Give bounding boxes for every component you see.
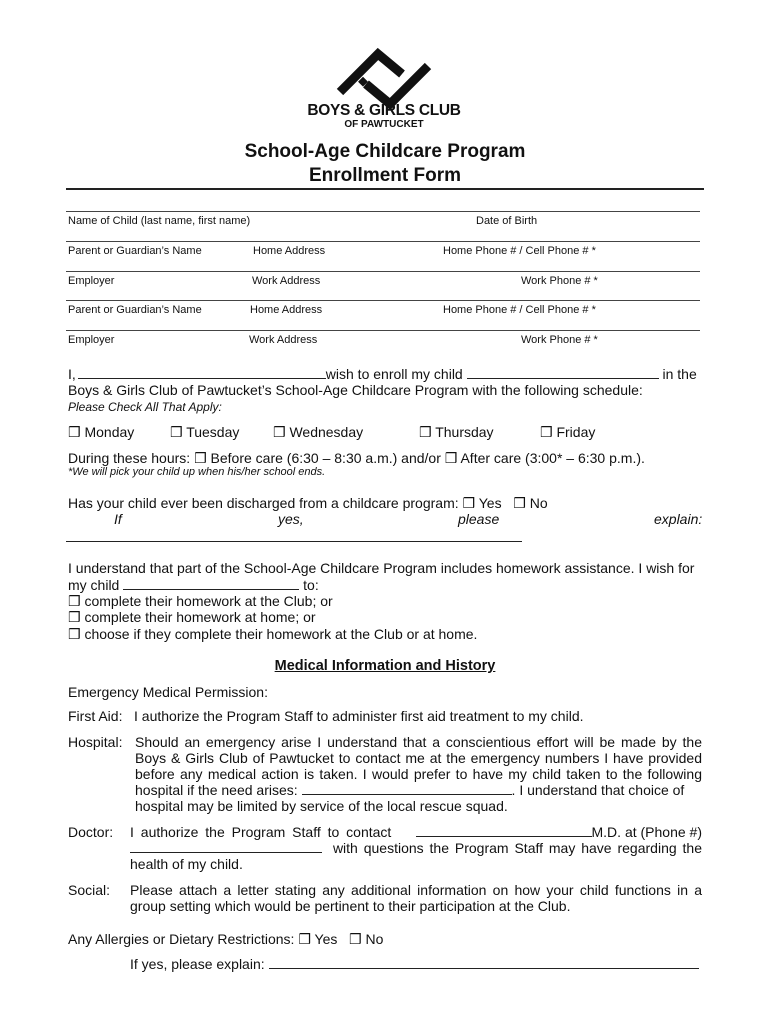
allergies-yes: Yes <box>314 931 338 947</box>
medical-permission: Emergency Medical Permission: <box>68 684 268 700</box>
option-label: complete their homework at the Club; or <box>84 593 333 609</box>
checkbox-icon[interactable]: ❒ <box>298 932 311 948</box>
checkbox-icon[interactable]: ❒ <box>170 425 183 441</box>
logo-name: BOYS & GIRLS CLUB <box>307 102 461 119</box>
allergies-no: No <box>365 931 384 947</box>
label-employer-2: Employer <box>68 334 115 346</box>
homework-option-1[interactable] <box>68 593 333 610</box>
first-aid-text: I authorize the Program Staff to administer first aid treatment to my child. <box>134 708 584 724</box>
label-parent-1: Parent or Guardian’s Name <box>68 245 202 257</box>
enroll-in-the: in the <box>662 366 697 382</box>
discharged-line <box>68 495 548 512</box>
checkbox-icon[interactable]: ❒ <box>419 425 432 441</box>
medical-heading: Medical Information and History <box>274 658 496 674</box>
hospital-blank[interactable] <box>302 782 512 795</box>
discharged-no: No <box>529 495 548 511</box>
day-monday[interactable] <box>68 424 134 441</box>
checkbox-icon[interactable]: ❒ <box>68 610 81 626</box>
label-phone-2: Home Phone # / Cell Phone # * <box>443 304 596 316</box>
label-dob: Date of Birth <box>476 215 538 227</box>
form-title-line1: School-Age Childcare Program <box>244 141 526 162</box>
hours-line <box>68 450 645 467</box>
checkbox-icon[interactable]: ❒ <box>513 496 526 512</box>
label-work-phone-1: Work Phone # * <box>521 275 598 287</box>
doctor-line-1 <box>130 824 702 840</box>
homework-to: to: <box>303 577 319 593</box>
hours-note: *We will pick your child up when his/her school ends. <box>68 466 326 478</box>
label-address-1: Home Address <box>253 245 326 257</box>
hospital-label: Hospital: <box>68 734 123 750</box>
option-label: choose if they complete their homework at the Club or at home. <box>84 626 478 642</box>
allergies-label: Any Allergies or Dietary Restrictions: <box>68 931 295 947</box>
hours-before: Before care (6:30 – 8:30 a.m.) and/or <box>210 450 441 466</box>
field-line-1[interactable] <box>66 211 700 212</box>
checkbox-icon[interactable]: ❒ <box>444 451 458 467</box>
label-work-phone-2: Work Phone # * <box>521 334 598 346</box>
child-name-blank[interactable] <box>467 366 659 379</box>
hours-after: After care (3:00* – 6:30 p.m.). <box>460 450 645 466</box>
enroll-program-line: Boys & Girls Club of Pawtucket’s School-Age Childcare Program with the following schedule: <box>68 382 643 398</box>
hospital-line-4 <box>135 782 702 798</box>
allergies-explain <box>130 956 699 972</box>
checkbox-icon[interactable]: ❒ <box>68 425 81 441</box>
social-line-2: group setting which would be pertinent to their participation at the Club. <box>130 898 571 914</box>
label-employer-1: Employer <box>68 275 115 287</box>
social-label: Social: <box>68 882 111 898</box>
doctor-line-3: health of my child. <box>130 856 243 872</box>
field-line-3[interactable] <box>66 271 700 272</box>
hospital-line-3: before any medical action is taken. I would prefer to have my child taken to the following <box>135 766 702 782</box>
club-logo <box>290 30 478 136</box>
checkbox-icon[interactable]: ❒ <box>68 627 81 643</box>
check-all-note: Please Check All That Apply: <box>68 400 222 414</box>
hospital-line-1: Should an emergency arise I understand that a conscientious effort will be made by the <box>135 734 702 750</box>
hours-prefix: During these hours: <box>68 450 191 466</box>
guardian-name-blank[interactable] <box>78 366 326 379</box>
doctor-phone-blank[interactable] <box>130 840 322 853</box>
option-label: complete their homework at home; or <box>84 609 316 625</box>
first-aid-label: First Aid: <box>68 708 123 724</box>
allergies-line <box>68 931 383 948</box>
day-label: Wednesday <box>289 424 364 440</box>
day-friday[interactable] <box>540 424 595 441</box>
day-wednesday[interactable] <box>273 424 363 441</box>
hospital-line-2: Boys & Girls Club of Pawtucket to contact me at the emergency numbers I have provided <box>135 750 702 766</box>
checkbox-icon[interactable]: ❒ <box>349 932 362 948</box>
checkbox-icon[interactable]: ❒ <box>68 594 81 610</box>
field-line-4[interactable] <box>66 300 700 301</box>
homework-my-child: my child <box>68 577 120 593</box>
day-label: Monday <box>84 424 135 440</box>
discharged-question: Has your child ever been discharged from a childcare program: <box>68 495 459 511</box>
label-phone-1: Home Phone # / Cell Phone # * <box>443 245 596 257</box>
day-tuesday[interactable] <box>170 424 239 441</box>
homework-line1: I understand that part of the School-Age Childcare Program includes homework assistance. I wish for <box>68 560 695 576</box>
field-line-2[interactable] <box>66 241 700 242</box>
doctor-md: M.D. at (Phone #) <box>591 824 702 840</box>
explain-yes: yes, <box>278 511 304 527</box>
doctor-line-2 <box>130 840 702 856</box>
enroll-wish: wish to enroll my child <box>325 366 463 382</box>
field-line-5[interactable] <box>66 330 700 331</box>
label-child-name: Name of Child (last name, first name) <box>68 215 251 227</box>
homework-child-blank[interactable] <box>123 577 299 590</box>
title-rule <box>66 188 704 190</box>
homework-line2 <box>68 577 319 593</box>
checkbox-icon[interactable]: ❒ <box>540 425 553 441</box>
doctor-a: I authorize the Program Staff to contact <box>130 824 392 840</box>
explain-please: please <box>458 511 500 527</box>
checkbox-icon[interactable]: ❒ <box>462 496 476 512</box>
hospital-after: . I understand that choice of <box>511 782 685 798</box>
day-thursday[interactable] <box>419 424 494 441</box>
doctor-b: with questions the Program Staff may have regarding the <box>332 840 702 856</box>
doctor-name-blank[interactable] <box>416 824 592 837</box>
label-work-address-2: Work Address <box>249 334 318 346</box>
hospital-line-5: hospital may be limited by service of the local rescue squad. <box>135 798 508 814</box>
day-label: Tuesday <box>186 424 240 440</box>
day-label: Thursday <box>435 424 494 440</box>
enroll-line <box>68 366 697 382</box>
social-line-1: Please attach a letter stating any additional information on how your child functions in a <box>130 882 702 898</box>
hospital-if: hospital if the need arises: <box>135 782 298 798</box>
homework-option-3[interactable] <box>68 626 477 643</box>
explain-explain: explain: <box>654 511 703 527</box>
label-address-2: Home Address <box>250 304 323 316</box>
label-parent-2: Parent or Guardian’s Name <box>68 304 202 316</box>
explain-if: If <box>114 511 122 527</box>
homework-option-2[interactable] <box>68 609 316 626</box>
logo-sub: OF PAWTUCKET <box>344 119 424 130</box>
enroll-i: I, <box>68 366 76 382</box>
checkbox-icon[interactable]: ❒ <box>194 451 207 467</box>
explain-blank[interactable] <box>66 541 522 542</box>
discharged-yes: Yes <box>478 495 502 511</box>
form-title-line2: Enrollment Form <box>308 165 461 186</box>
doctor-label: Doctor: <box>68 824 114 840</box>
allergies-explain-blank[interactable] <box>269 956 699 969</box>
day-label: Friday <box>556 424 596 440</box>
if-yes-label: If yes, please explain: <box>130 956 265 972</box>
checkbox-icon[interactable]: ❒ <box>273 425 286 441</box>
label-work-address-1: Work Address <box>252 275 321 287</box>
